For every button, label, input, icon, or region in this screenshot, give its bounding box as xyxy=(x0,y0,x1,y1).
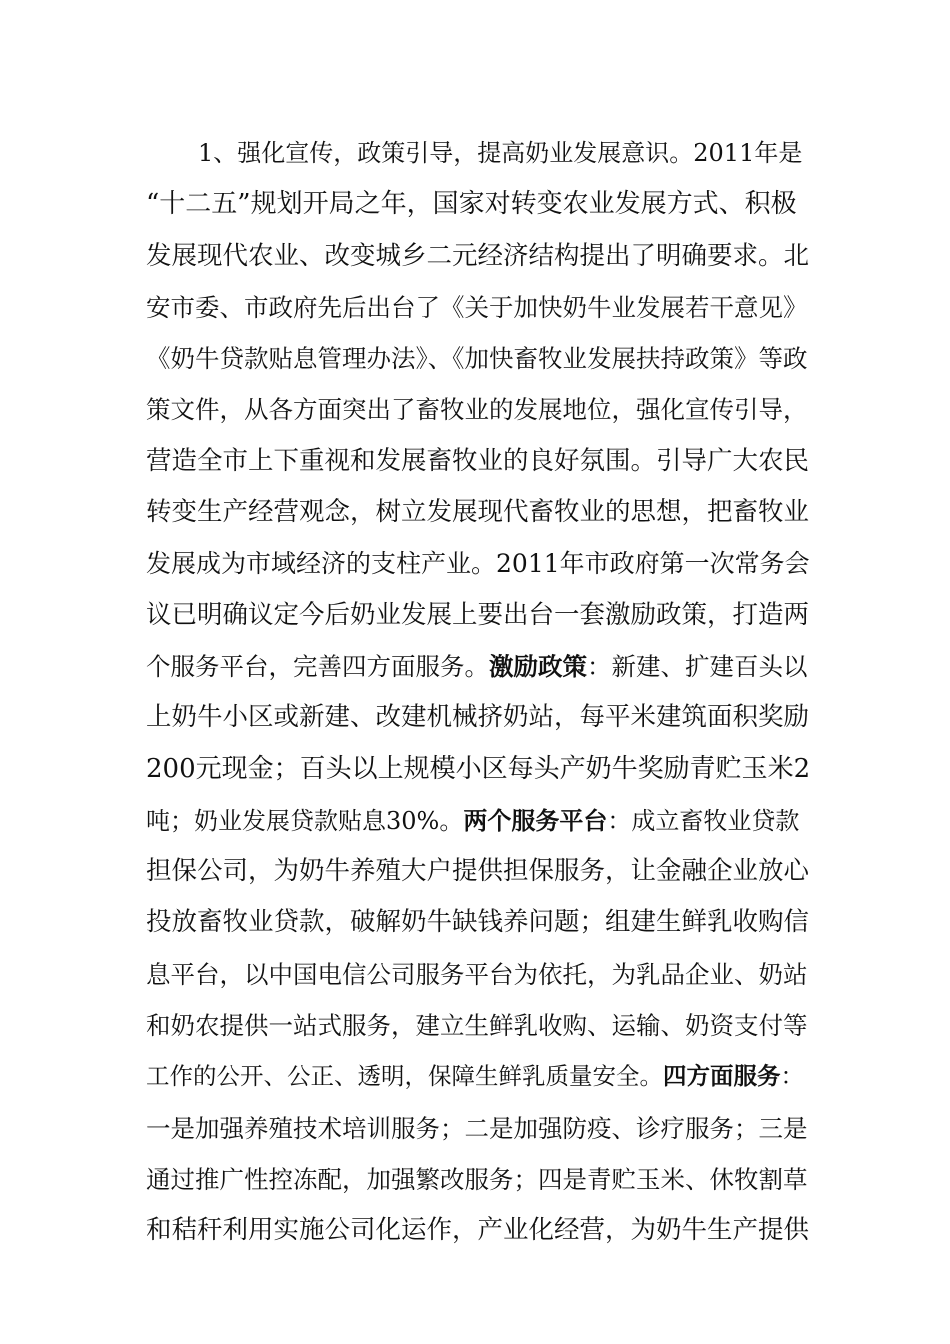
body-text: 转变生产经营观念，树立发展现代畜牧业的思想，把畜牧业 xyxy=(146,497,810,528)
text-line xyxy=(146,641,810,692)
body-text: 和奶农提供一站式服务，建立生鲜乳收购、运输、奶资支付等 xyxy=(146,1011,808,1041)
text-line xyxy=(146,846,810,897)
body-text: 策文件，从各方面突出了畜牧业的发展地位，强化宣传引导， xyxy=(146,395,808,425)
body-text: 投放畜牧业贷款，破解奶牛缺钱养问题；组建生鲜乳收购信 xyxy=(146,907,810,938)
text-line xyxy=(146,538,810,589)
text-line xyxy=(146,1103,810,1154)
bold-heading-text: 四方面服务 xyxy=(663,1062,781,1091)
bold-heading-text: 两个服务平台 xyxy=(463,805,608,835)
text-line xyxy=(146,231,810,282)
text-line xyxy=(146,744,810,795)
text-line xyxy=(146,487,810,538)
body-text: 息平台，以中国电信公司服务平台为依托，为乳品企业、奶站 xyxy=(146,959,808,989)
body-text: 议已明确议定今后奶业发展上要出台一套激励政策，打造两 xyxy=(146,599,810,630)
body-text: 1、强化宣传，政策引导，提高奶业发展意识。2011年是 xyxy=(198,139,803,167)
body-text: ： xyxy=(780,1062,804,1091)
body-text: 《奶牛贷款贴息管理办法》、《加快畜牧业发展扶持政策》等政 xyxy=(146,344,808,374)
text-line xyxy=(146,282,810,333)
text-line xyxy=(146,1000,810,1051)
body-text: 发展成为市域经济的支柱产业。2011年市政府第一次常务会 xyxy=(146,549,810,579)
body-text: 营造全市上下重视和发展畜牧业的良好氛围。引导广大农民 xyxy=(146,445,810,476)
body-text: 安市委、市政府先后出台了《关于加快奶牛业发展若干意见》 xyxy=(146,292,808,322)
body-text: 200元现金；百头以上规模小区每头产奶牛奖励青贮玉米2 xyxy=(146,753,810,784)
text-line xyxy=(146,1051,810,1102)
text-line xyxy=(146,1205,810,1256)
body-text: 工作的公开、公正、透明，保障生鲜乳质量安全。 xyxy=(146,1062,663,1091)
bold-heading-text: 激励政策 xyxy=(489,651,587,681)
text-line xyxy=(146,1154,810,1205)
body-text: 吨；奶业发展贷款贴息30%。 xyxy=(146,806,464,835)
text-line xyxy=(146,795,810,846)
body-text: 上奶牛小区或新建、改建机械挤奶站，每平米建筑面积奖励 xyxy=(146,702,810,733)
body-text: 通过推广性控冻配，加强繁改服务；四是青贮玉米、休牧割草 xyxy=(146,1164,808,1194)
text-line xyxy=(146,692,810,743)
text-line xyxy=(146,333,810,384)
body-text: ：新建、扩建百头以 xyxy=(587,651,808,681)
text-line xyxy=(146,179,810,230)
body-paragraph xyxy=(146,128,810,1257)
text-line xyxy=(146,436,810,487)
body-text: 担保公司，为奶牛养殖大户提供担保服务，让金融企业放心 xyxy=(146,856,810,887)
body-text: 和秸秆利用实施公司化运作，产业化经营，为奶牛生产提供 xyxy=(146,1215,810,1246)
body-text: ：成立畜牧业贷款 xyxy=(607,806,800,835)
text-line xyxy=(146,590,810,641)
text-line xyxy=(146,128,810,179)
body-text: 一是加强养殖技术培训服务；二是加强防疫、诊疗服务；三是 xyxy=(146,1113,808,1143)
text-line xyxy=(146,384,810,435)
body-text: “十二五”规划开局之年，国家对转变农业发展方式、积极 xyxy=(146,189,797,220)
text-line xyxy=(146,897,810,948)
body-text: 个服务平台，完善四方面服务。 xyxy=(146,651,489,681)
body-text: 发展现代农业、改变城乡二元经济结构提出了明确要求。北 xyxy=(146,240,810,271)
text-line xyxy=(146,949,810,1000)
